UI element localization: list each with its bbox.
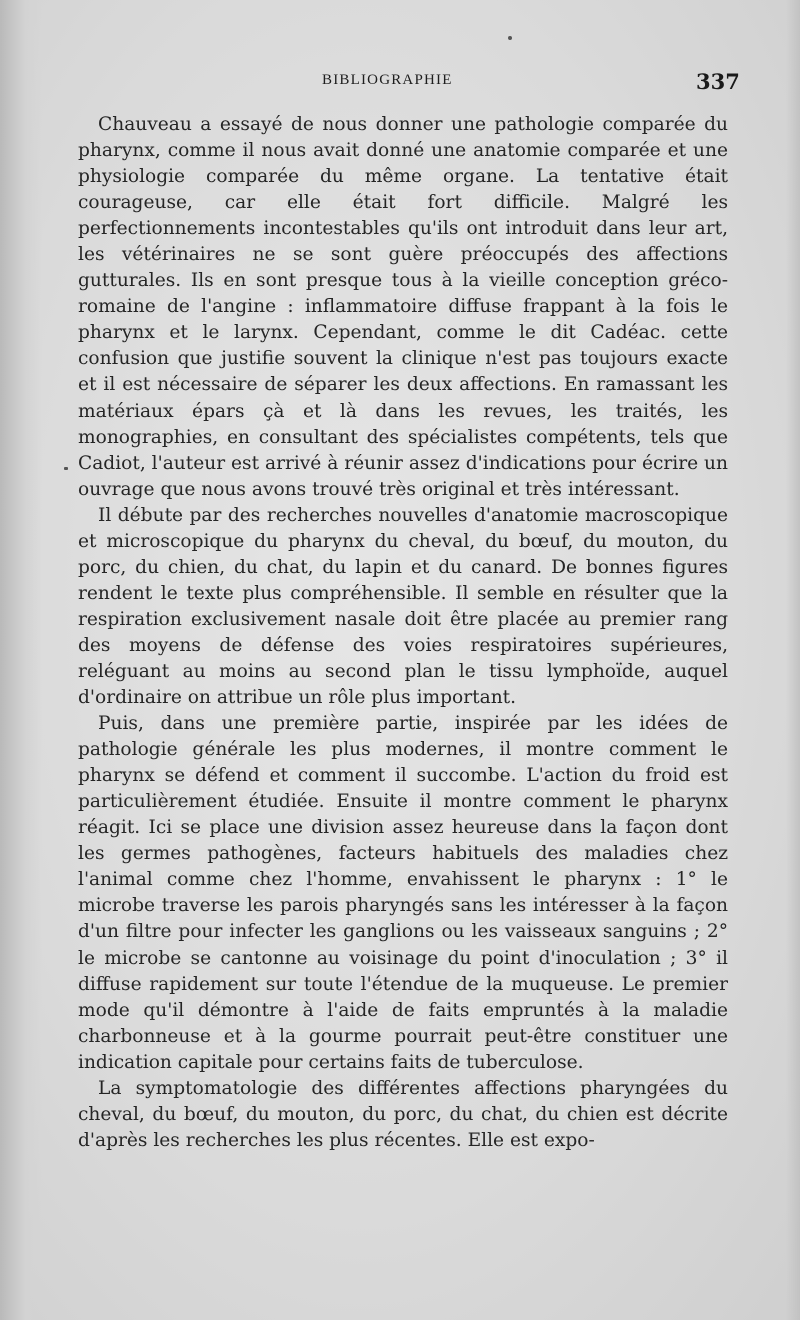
page-edge-shadow xyxy=(786,0,800,1320)
print-speck xyxy=(508,36,512,40)
paragraph-3: Puis, dans une première partie, inspirée par les idées de pathologie générale les plus modernes, il montre comment le pharynx se défend et comment il succombe. L'action du froid est particulièrement étudiée. Ensuite il montre comment le pharynx réagit. Ici se place une division assez heureuse dans la façon dont les germes pathogènes, facteurs habituels des maladies chez l'animal comme chez l'homme, envahissent le pharynx : 1° le microbe traverse les parois pharyngés sans les intéresser à la façon d'un filtre pour infecter les ganglions ou les vaisseaux sanguins ; 2° le microbe se cantonne au voisinage du point d'inoculation ; 3° il diffuse rapidement sur toute l'étendue de la muqueuse. Le premier mode qu'il démontre à l'aide de faits empruntés à la maladie charbonneuse et à la gourme pourrait peut-être constituer une indication capitale pour certains faits de tuberculose. xyxy=(78,713,728,1073)
paragraph-1: Chauveau a essayé de nous donner une pathologie comparée du pharynx, comme il nous avait donné une anatomie comparée et une physiologie comparée du même organe. La tentative était courageuse, car elle était fort difficile. Malgré les perfectionnements incontestables qu'ils ont introduit dans leur art, les vétérinaires ne se sont guère préoccupés des affections gutturales. Ils en sont presque tous à la vieille conception gréco-romaine de l'angine : inflammatoire diffuse frappant à la fois le pharynx et le larynx. Cependant, comme le dit Cadéac. cette confusion que justifie souvent la clinique n'est pas toujours exacte et il est nécessaire de séparer les deux affections. En ramassant les matériaux épars çà et là dans les revues, les traités, les monographies, en consultant des spécialistes compétents, tels que Cadiot, l'auteur est arrivé à réunir assez d'indications pour écrire un ouvrage que nous avons trouvé très original et très intéressant. xyxy=(78,114,728,500)
paragraph-2: Il débute par des recherches nouvelles d'anatomie macroscopique et microscopique du pharynx du cheval, du bœuf, du mouton, du porc, du chien, du chat, du lapin et du canard. De bonnes figures rendent le texte plus compréhensible. Il semble en résulter que la respiration exclusivement nasale doit être placée au premier rang des moyens de défense des voies respiratoires supérieures, reléguant au moins au second plan le tissu lymphoïde, auquel d'ordinaire on attribue un rôle plus important. xyxy=(78,504,728,709)
margin-mark xyxy=(64,467,68,470)
body-text xyxy=(78,112,728,1154)
binding-shadow xyxy=(0,0,42,1320)
page-number: 337 xyxy=(696,69,740,94)
running-head: BIBLIOGRAPHIE xyxy=(322,72,453,88)
paragraph-4: La symptomatologie des différentes affections pharyngées du cheval, du bœuf, du mouton, du porc, du chat, du chien est décrite d'après les recherches les plus récentes. Elle est expo- xyxy=(78,1077,728,1151)
page-header xyxy=(0,70,800,100)
